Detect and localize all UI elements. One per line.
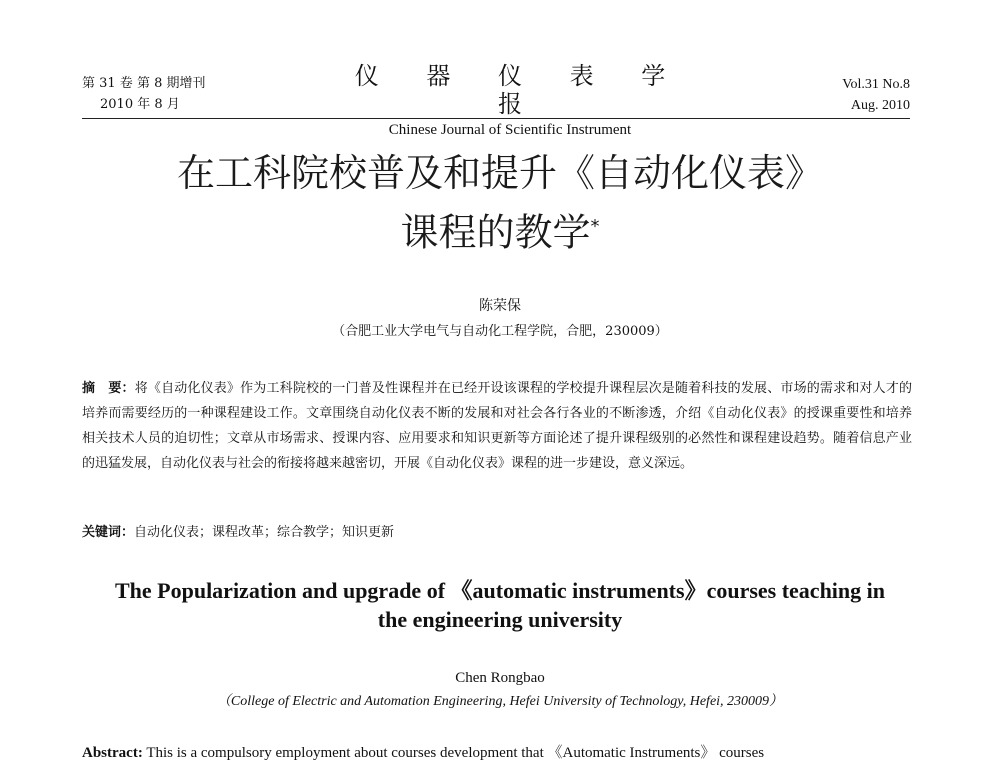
abstract-cn-label: 摘 要： (82, 381, 135, 396)
title-cn-line-1: 在工科院校普及和提升《自动化仪表》 (176, 151, 823, 195)
paper-title-cn (80, 146, 920, 260)
title-en-line-1: The Popularization and upgrade of 《automatic instruments》courses teaching in (114, 578, 886, 603)
abstract-en-label: Abstract: (82, 745, 143, 761)
header-volume-en: Vol.31 No.8 (842, 77, 910, 92)
keywords-cn-text: 自动化仪表；课程改革；综合教学；知识更新 (134, 525, 395, 540)
header-issue-info (842, 74, 910, 116)
keywords-cn (82, 523, 912, 543)
abstract-en-text: This is a compulsory employment about courses development that 《Automatic Instruments》 courses (146, 745, 765, 761)
header-rule (82, 118, 910, 119)
header-volume-info (82, 73, 205, 115)
author-cn: 陈荣保 (479, 298, 521, 314)
abstract-cn (82, 376, 912, 476)
title-cn-line-2: 课程的教学* (400, 210, 600, 255)
header-volume-cn: 第 31 卷 第 8 期增刊 (82, 76, 206, 91)
header-date-en: Aug. 2010 (850, 98, 910, 113)
journal-name-en: Chinese Journal of Scientific Instrument (388, 122, 632, 138)
header-date-cn: 2010 年 8 月 (100, 97, 180, 112)
keywords-cn-label: 关键词： (82, 525, 135, 540)
header-journal (320, 62, 700, 140)
abstract-en (82, 742, 912, 764)
author-en: Chen Rongbao (455, 670, 545, 686)
abstract-cn-text: 将《自动化仪表》作为工科院校的一门普及性课程并在已经开设该课程的学校提升课程层次是随着科技的发展、市场的需求和对人才的培养而需要经历的一种课程建设工作。文章围绕自动化仪表不断的发展和对社会各行各业的不断渗透，介绍《自动化仪表》的授课重要性和培养相关技术人员的迫切性；文章从市场需求、授课内容、应用要求和知识更新等方面论述了提升课程级别的必然性和课程建设趋势。随着信息产业的迅猛发展，自动化仪表与社会的衔接将越来越密切，开展《自动化仪表》课程的进一步建设，意义深远。 (82, 381, 912, 471)
paper-title-en (80, 576, 920, 634)
journal-name-cn: 仪 器 仪 表 学 报 (354, 62, 686, 118)
affiliation-en: （College of Electric and Automation Engineering, Hefei University of Technology, Hefei, 230009） (216, 694, 784, 709)
affiliation-cn: （合肥工业大学电气与自动化工程学院，合肥，230009） (332, 324, 668, 339)
title-footnote-marker: * (590, 216, 600, 237)
title-en-line-2: the engineering university (377, 607, 623, 632)
